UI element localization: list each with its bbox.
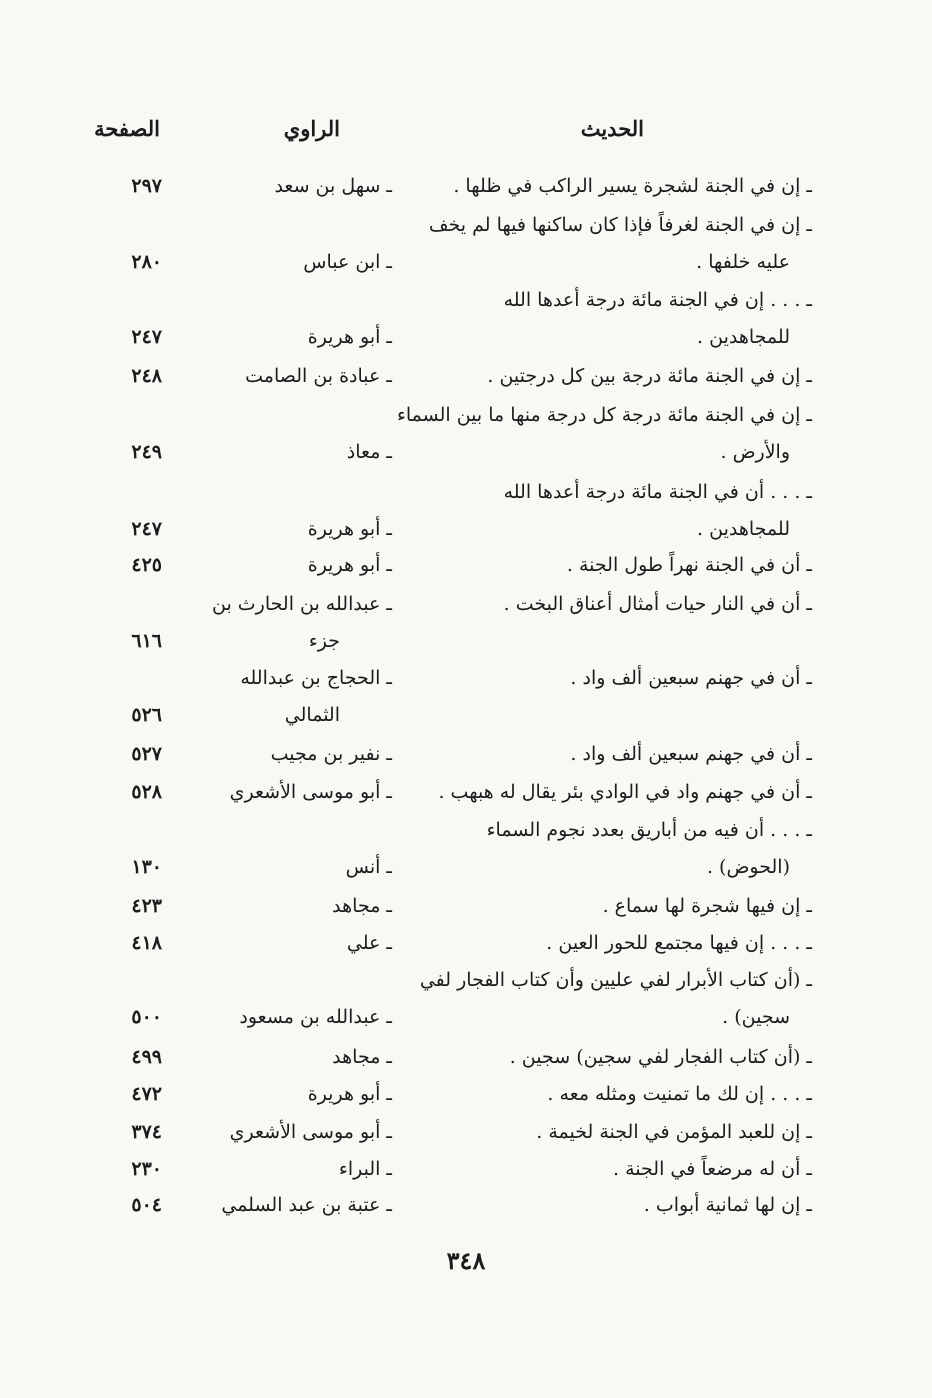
narrator-text: ـ الحجاج بن عبدالله: [240, 667, 392, 689]
hadith-text: ـ أن في الجنة نهراً طول الجنة .: [566, 554, 812, 576]
hadith-text: سجين) .: [722, 1006, 790, 1028]
narrator-text: ـ أبو هريرة: [307, 518, 392, 540]
page-ref: ٥٠٤: [131, 1194, 162, 1216]
narrator-text: ـ عبدالله بن مسعود: [239, 1006, 392, 1028]
page-ref: ٢٩٧: [131, 175, 162, 197]
page-ref: ٤٧٢: [131, 1083, 162, 1105]
narrator-text: ـ أبو هريرة: [307, 326, 392, 348]
narrator-text: ـ مجاهد: [332, 895, 392, 917]
page-ref: ٤١٨: [131, 932, 162, 954]
hadith-text: للمجاهدين .: [697, 518, 790, 540]
narrator-text: ـ البراء: [338, 1158, 392, 1180]
page-number: ٣٤٨: [446, 1246, 486, 1275]
hadith-text: للمجاهدين .: [697, 326, 790, 348]
hadith-text: ـ (أن كتاب الفجار لفي سجين) سجين .: [509, 1046, 812, 1068]
narrator-text: ـ معاذ: [346, 441, 392, 463]
hadith-text: ـ أن في جهنم سبعين ألف واد .: [570, 667, 812, 689]
narrator-text: ـ أبو موسى الأشعري: [229, 1121, 392, 1143]
hadith-text: ـ إن لها ثمانية أبواب .: [643, 1194, 812, 1216]
narrator-text: ـ أبو موسى الأشعري: [229, 781, 392, 803]
hadith-text: ـ إن في الجنة لغرفاً فإذا كان ساكنها فيها لم يخف: [428, 214, 812, 236]
page-ref: ٥٢٨: [131, 781, 162, 803]
hadith-text: والأرض .: [720, 441, 790, 463]
hadith-text: ـ . . . أن فيه من أباريق بعدد نجوم السماء: [486, 819, 812, 841]
narrator-text: ـ علي: [346, 932, 392, 954]
hadith-text: ـ إن في الجنة لشجرة يسير الراكب في ظلها .: [453, 175, 812, 197]
page-ref: ٢٤٩: [131, 441, 162, 463]
narrator-text: ـ عبادة بن الصامت: [245, 365, 392, 387]
hadith-text: ـ أن في جهنم سبعين ألف واد .: [570, 743, 812, 765]
narrator-text: ـ مجاهد: [332, 1046, 392, 1068]
narrator-text: ـ عبدالله بن الحارث بن: [212, 593, 392, 615]
hadith-text: ـ إن في الجنة مائة درجة كل درجة منها ما بين السماء: [396, 404, 812, 426]
narrator-text: ـ نفير بن مجيب: [270, 743, 392, 765]
narrator-text: ـ عتبة بن عبد السلمي: [221, 1194, 392, 1216]
page-ref: ٣٧٤: [131, 1121, 162, 1143]
page-ref: ٤٩٩: [131, 1046, 162, 1068]
hadith-text: ـ (أن كتاب الأبرار لفي عليين وأن كتاب الفجار لفي: [419, 969, 812, 991]
page-ref: ١٣٠: [131, 856, 162, 878]
narrator-text: ـ أبو هريرة: [307, 554, 392, 576]
narrator-text: جزء: [308, 630, 340, 652]
page-ref: ٦١٦: [131, 630, 162, 652]
hadith-text: ـ إن فيها شجرة لها سماع .: [602, 895, 812, 917]
page-ref: ٢٤٨: [131, 365, 162, 387]
page-ref: ٢٨٠: [131, 251, 162, 273]
hadith-text: ـ أن في جهنم واد في الوادي بئر يقال له هبهب .: [438, 781, 812, 803]
page-ref: ٤٢٥: [131, 554, 162, 576]
narrator-text: ـ سهل بن سعد: [274, 175, 392, 197]
narrator-text: الثمالي: [284, 704, 340, 726]
column-header-narrator: الراوي: [283, 116, 340, 141]
hadith-text: ـ أن في النار حيات أمثال أعناق البخت .: [503, 593, 812, 615]
hadith-text: ـ إن في الجنة مائة درجة بين كل درجتين .: [487, 365, 812, 387]
hadith-text: عليه خلفها .: [696, 251, 790, 273]
page-ref: ٢٤٧: [131, 326, 162, 348]
page-ref: ٢٤٧: [131, 518, 162, 540]
page-ref: ٥٢٧: [131, 743, 162, 765]
narrator-text: ـ ابن عباس: [303, 251, 392, 273]
hadith-text: ـ إن للعبد المؤمن في الجنة لخيمة .: [536, 1121, 812, 1143]
narrator-text: ـ أبو هريرة: [307, 1083, 392, 1105]
hadith-text: ـ . . . إن فيها مجتمع للحور العين .: [546, 932, 812, 954]
page-ref: ٢٣٠: [131, 1158, 162, 1180]
page-ref: ٤٢٣: [131, 895, 162, 917]
page-ref: ٥٢٦: [131, 704, 162, 726]
hadith-text: ـ أن له مرضعاً في الجنة .: [613, 1158, 812, 1180]
hadith-text: (الحوض) .: [706, 856, 790, 878]
hadith-text: ـ . . . أن في الجنة مائة درجة أعدها الله: [503, 481, 812, 503]
column-header-hadith: الحديث: [580, 116, 644, 141]
narrator-text: ـ أنس: [345, 856, 392, 878]
hadith-text: ـ . . . إن في الجنة مائة درجة أعدها الله: [503, 289, 812, 311]
hadith-text: ـ . . . إن لك ما تمنيت ومثله معه .: [547, 1083, 812, 1105]
page-ref: ٥٠٠: [131, 1006, 162, 1028]
column-header-page: الصفحة: [94, 116, 160, 141]
